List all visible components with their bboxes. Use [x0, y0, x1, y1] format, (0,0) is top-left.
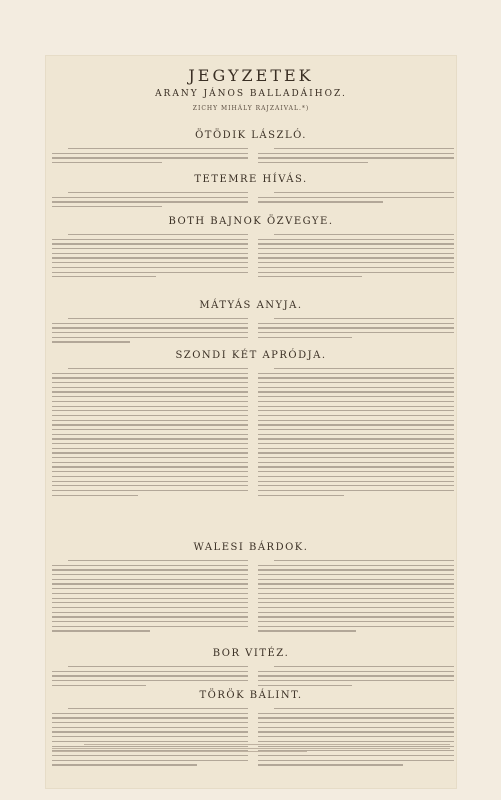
document-subtitle: ARANY JÁNOS BALLADÁIHOZ.	[155, 89, 347, 99]
text-line	[68, 318, 248, 319]
text-line	[52, 377, 248, 378]
text-line	[258, 579, 454, 580]
text-line	[258, 424, 454, 425]
text-line	[258, 382, 454, 383]
text-line	[258, 243, 454, 244]
text-line	[52, 741, 248, 742]
text-line	[258, 755, 454, 756]
text-line	[52, 731, 248, 732]
text-line	[52, 727, 248, 728]
text-line	[258, 602, 454, 603]
text-line	[52, 341, 130, 342]
text-line	[258, 327, 454, 328]
text-line	[52, 415, 248, 416]
text-line	[52, 490, 248, 491]
text-line	[52, 755, 248, 756]
text-column-left	[52, 148, 248, 167]
text-line	[258, 248, 454, 249]
text-line	[258, 373, 454, 374]
text-line	[258, 466, 454, 467]
text-line	[258, 153, 454, 154]
text-line	[258, 410, 454, 411]
text-line	[52, 373, 248, 374]
document-credit: ZICHY MIHÁLY RAJZAIVAL.*)	[192, 105, 310, 112]
text-column-right	[258, 234, 454, 281]
text-line	[258, 481, 454, 482]
text-line	[258, 616, 454, 617]
text-line	[258, 565, 454, 566]
text-line	[68, 560, 248, 561]
text-line	[274, 318, 454, 319]
text-line	[258, 448, 454, 449]
text-line	[258, 485, 454, 486]
text-line	[52, 162, 162, 163]
text-line	[258, 434, 454, 435]
text-line	[52, 323, 248, 324]
text-line	[258, 569, 454, 570]
text-line	[258, 495, 344, 496]
text-line	[52, 401, 248, 402]
text-line	[258, 415, 454, 416]
text-line	[52, 630, 150, 631]
text-line	[52, 569, 248, 570]
text-line	[52, 495, 138, 496]
text-column-left	[52, 368, 248, 499]
text-line	[258, 760, 454, 761]
text-line	[68, 234, 248, 235]
text-line	[68, 368, 248, 369]
text-column-left	[52, 666, 248, 689]
section-title: BOR VITÉZ.	[212, 648, 290, 659]
text-column-left	[52, 560, 248, 635]
text-line	[258, 391, 454, 392]
text-line	[52, 153, 248, 154]
text-line	[52, 157, 248, 158]
text-line	[258, 239, 454, 240]
text-line	[258, 671, 454, 672]
text-line	[52, 481, 248, 482]
text-line	[68, 708, 248, 709]
document-page	[46, 56, 456, 788]
text-line	[52, 621, 248, 622]
text-line	[52, 382, 248, 383]
text-line	[52, 583, 248, 584]
section-title: ÖTÖDIK LÁSZLÓ.	[195, 130, 307, 141]
text-line	[52, 764, 197, 765]
text-line	[258, 201, 383, 202]
text-column-left	[52, 234, 248, 281]
text-line	[52, 616, 248, 617]
section-title: MÁTYÁS ANYJA.	[199, 300, 303, 311]
text-line	[258, 598, 454, 599]
text-line	[258, 406, 454, 407]
text-line	[258, 471, 454, 472]
text-line	[258, 257, 454, 258]
text-column-right	[258, 368, 454, 499]
text-line	[52, 337, 248, 338]
text-line	[258, 452, 454, 453]
text-line	[258, 612, 454, 613]
text-line	[52, 607, 248, 608]
text-column-left	[52, 318, 248, 346]
text-line	[258, 332, 454, 333]
text-line	[274, 666, 454, 667]
text-column-right	[258, 318, 454, 341]
text-line	[52, 243, 248, 244]
text-line	[258, 722, 454, 723]
text-line	[84, 744, 450, 745]
text-line	[274, 148, 454, 149]
text-line	[274, 368, 454, 369]
text-line	[52, 565, 248, 566]
text-line	[52, 410, 248, 411]
text-line	[258, 680, 454, 681]
text-line	[258, 443, 454, 444]
text-line	[258, 157, 454, 158]
text-line	[258, 162, 368, 163]
text-column-right	[258, 708, 454, 769]
text-line	[274, 708, 454, 709]
text-line	[52, 327, 248, 328]
text-line	[258, 607, 454, 608]
text-line	[52, 722, 248, 723]
text-line	[258, 323, 454, 324]
text-line	[52, 248, 248, 249]
text-line	[68, 148, 248, 149]
section-title: WALESI BÁRDOK.	[193, 542, 309, 553]
text-line	[258, 741, 454, 742]
text-line	[258, 401, 454, 402]
text-line	[258, 377, 454, 378]
text-line	[274, 234, 454, 235]
text-line	[52, 466, 248, 467]
text-line	[52, 272, 248, 273]
section-title: BOTH BAJNOK ÖZVEGYE.	[168, 216, 334, 227]
text-line	[52, 429, 248, 430]
text-line	[258, 429, 454, 430]
text-line	[258, 685, 352, 686]
text-column-left	[52, 192, 248, 211]
text-line	[258, 621, 454, 622]
text-line	[52, 257, 248, 258]
text-line	[274, 192, 454, 193]
text-line	[52, 612, 248, 613]
text-line	[258, 626, 454, 627]
text-line	[258, 630, 356, 631]
text-line	[52, 396, 248, 397]
text-line	[258, 727, 454, 728]
text-line	[274, 560, 454, 561]
text-line	[258, 462, 454, 463]
text-line	[258, 583, 454, 584]
text-line	[52, 434, 248, 435]
text-line	[52, 626, 248, 627]
text-line	[258, 731, 454, 732]
text-line	[52, 276, 156, 277]
text-line	[52, 588, 248, 589]
text-line	[52, 736, 248, 737]
text-line	[258, 574, 454, 575]
text-column-right	[258, 560, 454, 635]
text-line	[52, 574, 248, 575]
text-line	[52, 387, 248, 388]
text-line	[52, 448, 248, 449]
text-line	[52, 685, 146, 686]
text-line	[258, 276, 362, 277]
text-line	[52, 671, 248, 672]
text-line	[68, 666, 248, 667]
text-line	[52, 476, 248, 477]
text-line	[52, 406, 248, 407]
text-column-right	[258, 148, 454, 167]
text-line	[258, 387, 454, 388]
text-line	[52, 593, 248, 594]
text-line	[52, 680, 248, 681]
text-line	[258, 420, 454, 421]
footnote	[52, 744, 450, 755]
text-line	[52, 267, 248, 268]
text-line	[52, 598, 248, 599]
text-line	[52, 485, 248, 486]
text-line	[52, 391, 248, 392]
text-line	[258, 396, 454, 397]
text-line	[52, 751, 307, 752]
text-line	[52, 457, 248, 458]
text-line	[52, 748, 450, 749]
text-line	[52, 253, 248, 254]
text-line	[258, 764, 403, 765]
text-line	[52, 239, 248, 240]
document-title: JEGYZETEK	[188, 66, 314, 85]
text-column-right	[258, 666, 454, 689]
text-line	[52, 206, 162, 207]
section-title: TÖRÖK BÁLINT.	[199, 690, 303, 701]
text-line	[52, 713, 248, 714]
text-line	[258, 253, 454, 254]
text-line	[258, 272, 454, 273]
text-line	[258, 675, 454, 676]
text-line	[52, 424, 248, 425]
text-line	[258, 713, 454, 714]
text-line	[52, 443, 248, 444]
text-line	[52, 201, 248, 202]
text-line	[52, 675, 248, 676]
text-line	[258, 337, 352, 338]
text-line	[52, 420, 248, 421]
text-line	[52, 717, 248, 718]
text-line	[258, 262, 454, 263]
text-line	[258, 717, 454, 718]
text-line	[52, 438, 248, 439]
text-line	[52, 452, 248, 453]
text-line	[258, 438, 454, 439]
text-line	[258, 457, 454, 458]
text-line	[52, 262, 248, 263]
text-line	[258, 588, 454, 589]
text-column-left	[52, 708, 248, 769]
text-line	[52, 197, 248, 198]
section-title: SZONDI KÉT APRÓDJA.	[175, 350, 327, 361]
text-line	[52, 579, 248, 580]
text-line	[52, 471, 248, 472]
text-line	[258, 490, 454, 491]
text-column-right	[258, 192, 454, 206]
text-line	[52, 760, 248, 761]
text-line	[258, 197, 454, 198]
text-line	[52, 332, 248, 333]
text-line	[258, 267, 454, 268]
text-line	[258, 476, 454, 477]
text-line	[52, 602, 248, 603]
section-title: TETEMRE HÍVÁS.	[194, 174, 308, 185]
text-line	[258, 593, 454, 594]
text-line	[258, 736, 454, 737]
text-line	[68, 192, 248, 193]
text-line	[52, 462, 248, 463]
